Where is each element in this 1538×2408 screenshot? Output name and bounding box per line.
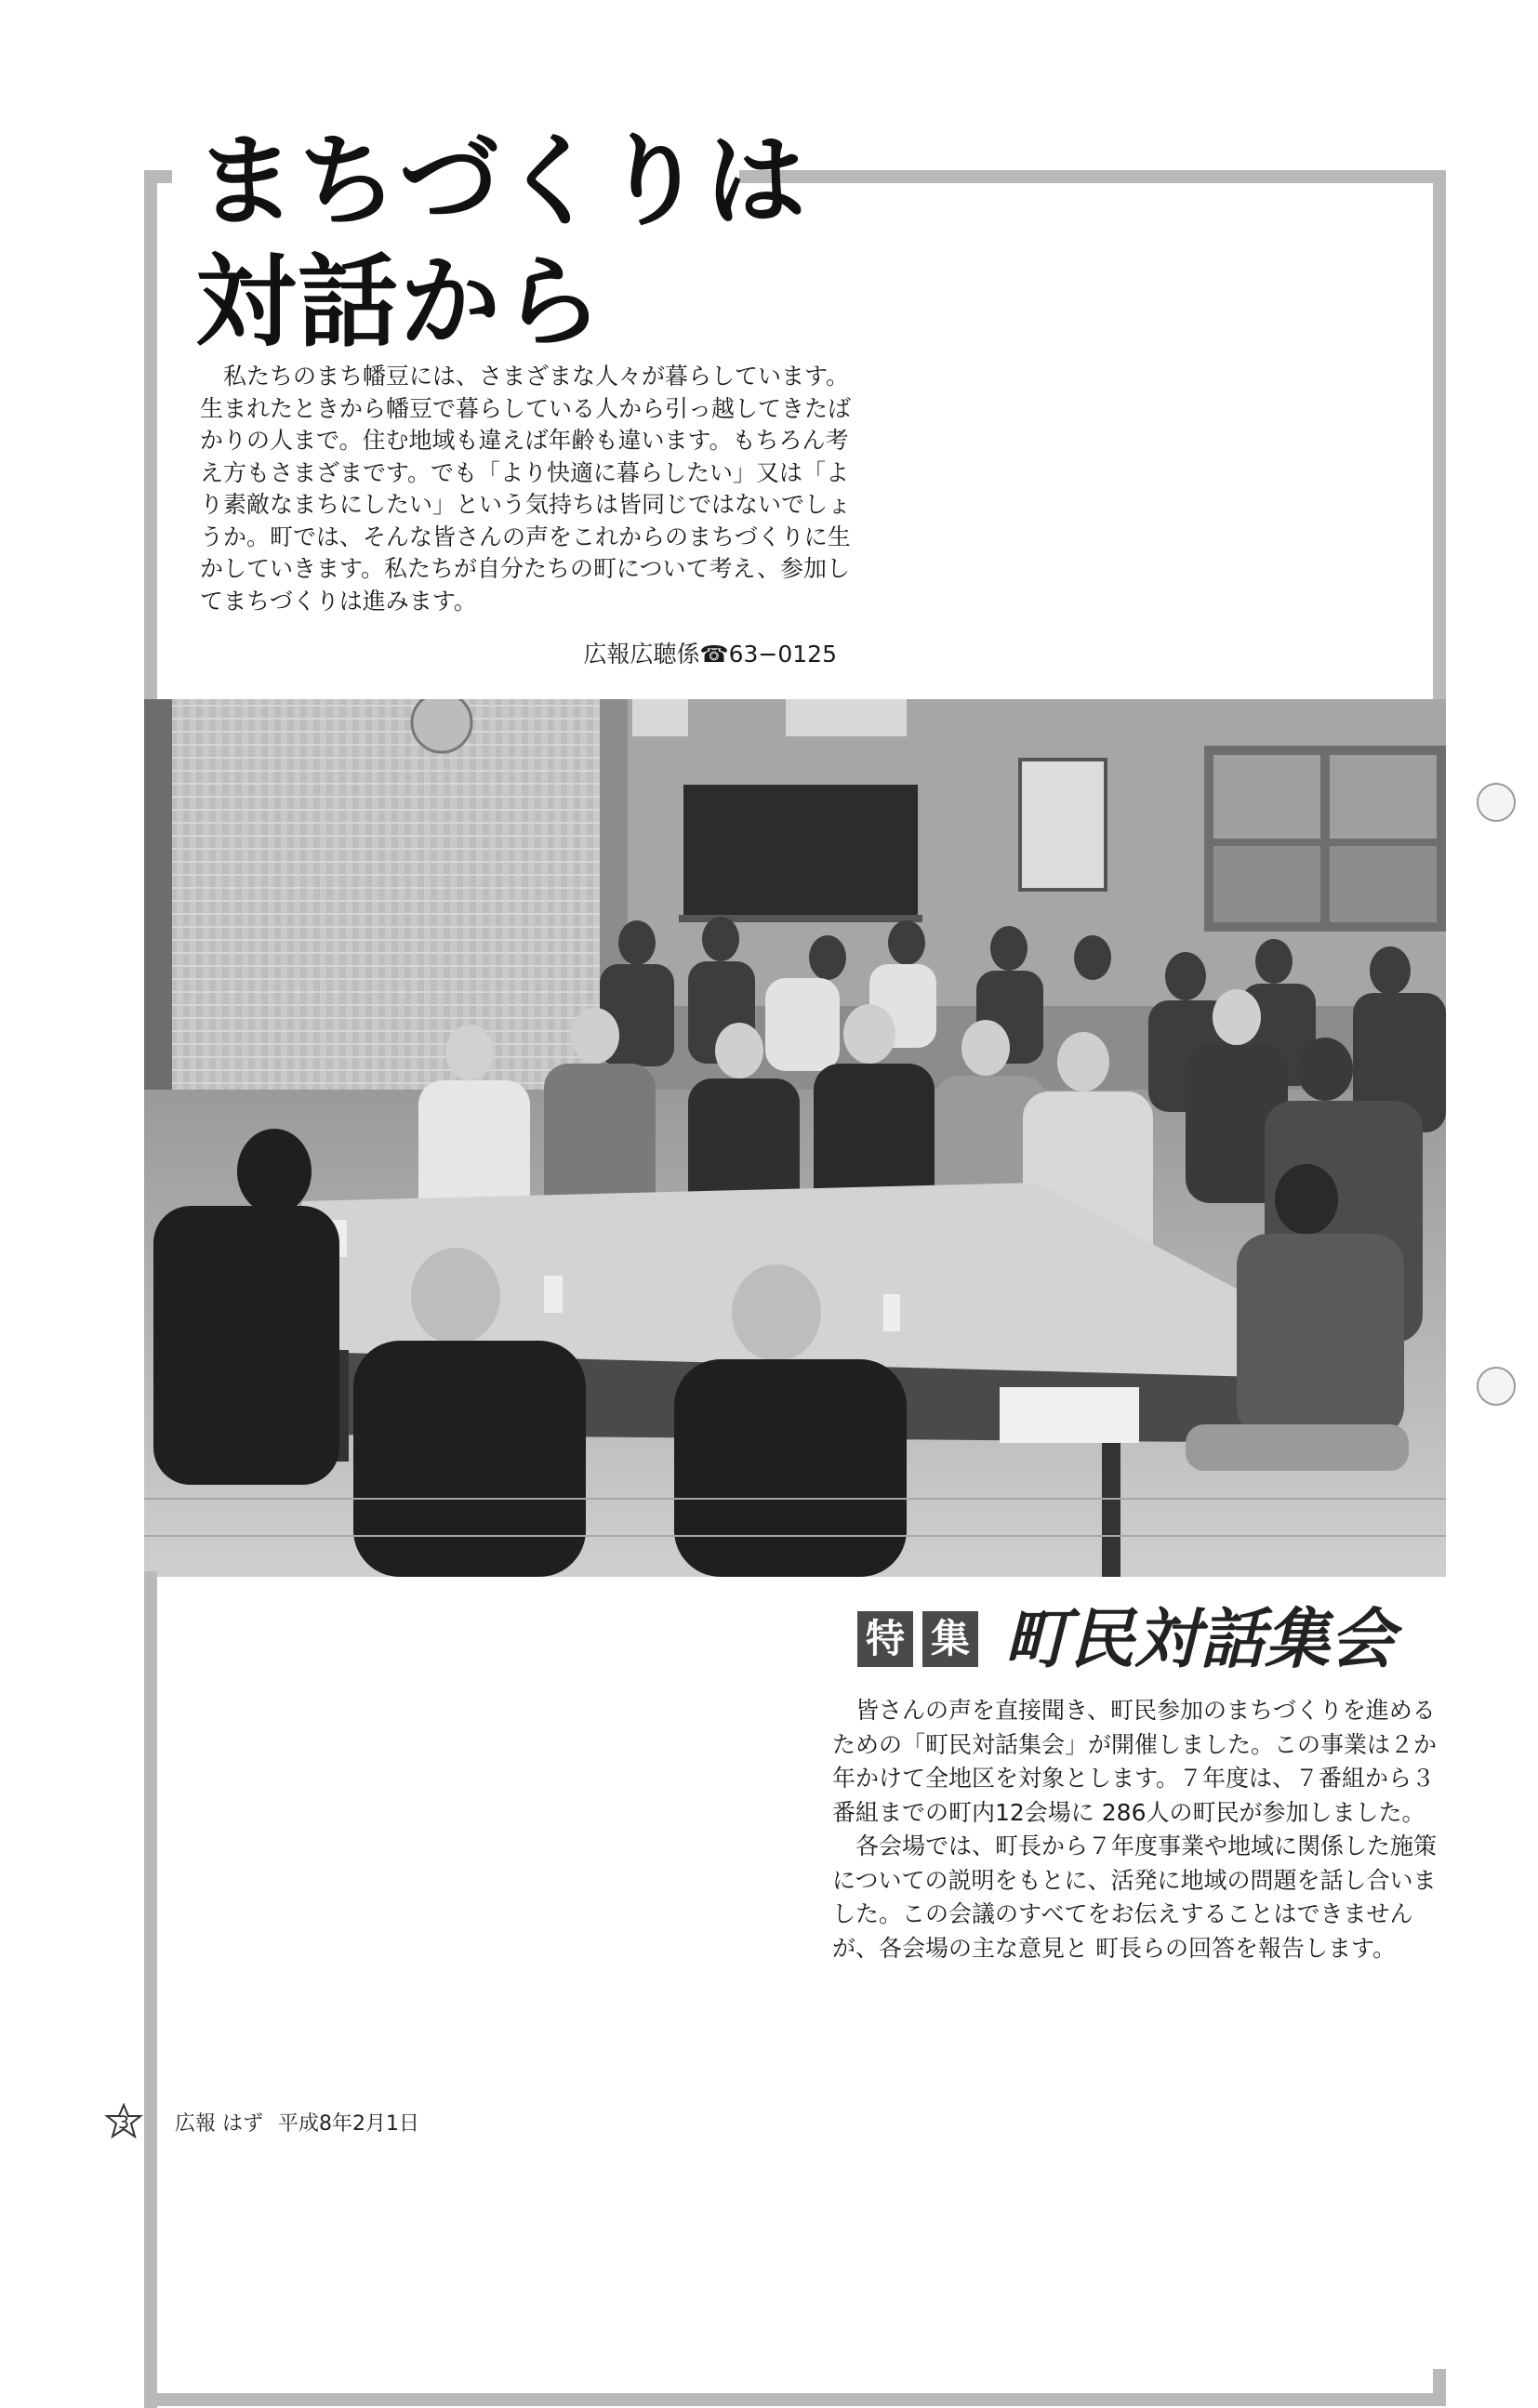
binder-hole-bottom	[1477, 1367, 1516, 1406]
page-title	[195, 121, 808, 363]
meeting-photo-illustration	[144, 699, 1446, 1577]
title-line-1: まちづくりは	[195, 123, 808, 240]
page-number-badge	[104, 2103, 143, 2140]
page-number: 3	[117, 2112, 130, 2133]
intro-paragraph: 私たちのまち幡豆には、さまざまな人々が暮らしています。生まれたときから幡豆で暮らしている人から引っ越してきたばかりの人まで。住む地域も違えば年齢も違います。もちろん考え方もさまざまです。でも「より快適に暮らしたい」又は「より素敵なまちにしたい」という気持ちは皆同じではないでしょうか。町では、そんな皆さんの声をこれからのまちづくりに生かしていきます。私たちが自分たちの町について考え、参加してまちづくりは進みます。	[200, 363, 852, 615]
feature-paragraph-2: 各会場では、町長から７年度事業や地域に関係した施策についての説明をもとに、活発に地域の問題を話し合いました。この会議のすべてをお伝えすることはできませんが、各会場の主な意見と 町長らの回答を報告します。	[832, 1832, 1438, 1962]
frame-right-stub	[1433, 2369, 1446, 2406]
frame-top-bar	[739, 170, 1446, 183]
contact-line: 広報広聴係☎63−0125	[583, 641, 837, 668]
feature-badge-shu: 集	[922, 1611, 978, 1667]
page-footer	[104, 2103, 419, 2140]
feature-heading	[857, 1601, 1395, 1677]
issue-date: 平成8年2月1日	[278, 2111, 419, 2136]
frame-left-bar	[144, 170, 157, 700]
feature-title: 町民対話集会	[1004, 1601, 1395, 1677]
feature-body	[832, 1694, 1448, 1965]
frame-bottom-bar	[144, 2393, 1446, 2406]
feature-paragraph-1: 皆さんの声を直接聞き、町民参加のまちづくりを進めるための「町民対話集会」が開催しました。この事業は２か年かけて全地区を対象とします。７年度は、７番組から３番組までの町内12会場に 286人の町民が参加しました。	[832, 1697, 1438, 1826]
publication-name: 広報 はず	[175, 2111, 263, 2136]
title-line-2: 対話から	[195, 244, 605, 361]
meeting-photo	[144, 699, 1446, 1577]
binder-hole-top	[1477, 783, 1516, 822]
frame-right-bar	[1433, 170, 1446, 700]
feature-badge-toku: 特	[857, 1611, 913, 1667]
frame-left-bar-lower	[144, 1571, 157, 2408]
